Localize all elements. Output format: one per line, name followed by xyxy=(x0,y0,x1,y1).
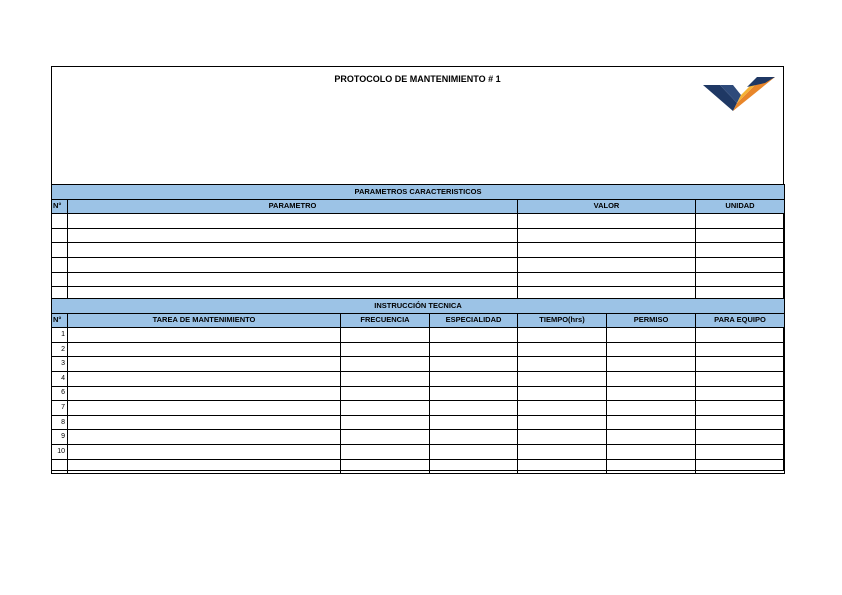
parametro-row xyxy=(52,272,785,287)
tarea-cell[interactable] xyxy=(68,444,341,459)
col-especialidad-header: ESPECIALIDAD xyxy=(430,313,518,328)
permiso-cell[interactable] xyxy=(607,415,696,430)
frecuencia-cell[interactable] xyxy=(341,342,430,357)
row-number-cell: 3 xyxy=(52,357,68,372)
task-row xyxy=(52,357,785,372)
para-equipo-cell[interactable] xyxy=(696,342,785,357)
especialidad-cell[interactable] xyxy=(430,328,518,343)
task-row xyxy=(52,342,785,357)
parametro-row xyxy=(52,243,785,258)
tarea-cell[interactable] xyxy=(68,357,341,372)
especialidad-cell[interactable] xyxy=(430,342,518,357)
col-parametro-header: PARAMETRO xyxy=(68,199,518,214)
number-cell[interactable] xyxy=(52,228,68,243)
task-row xyxy=(52,371,785,386)
number-cell[interactable] xyxy=(52,257,68,272)
valor-cell[interactable] xyxy=(518,243,696,258)
especialidad-cell[interactable] xyxy=(430,459,518,474)
para-equipo-cell[interactable] xyxy=(696,357,785,372)
tarea-cell[interactable] xyxy=(68,401,341,416)
instruccion-tecnica-table xyxy=(51,298,785,474)
col-tiempo-header: TIEMPO(hrs) xyxy=(518,313,607,328)
especialidad-cell[interactable] xyxy=(430,386,518,401)
frecuencia-cell[interactable] xyxy=(341,386,430,401)
frecuencia-cell[interactable] xyxy=(341,401,430,416)
permiso-cell[interactable] xyxy=(607,386,696,401)
tarea-cell[interactable] xyxy=(68,459,341,474)
tarea-cell[interactable] xyxy=(68,415,341,430)
parametros-section-title: PARAMETROS CARACTERISTICOS xyxy=(52,185,785,200)
col-para-equipo-header: PARA EQUIPO xyxy=(696,313,785,328)
tiempo-cell[interactable] xyxy=(518,342,607,357)
row-number-cell: 2 xyxy=(52,342,68,357)
especialidad-cell[interactable] xyxy=(430,415,518,430)
company-logo-icon xyxy=(703,77,775,117)
tarea-cell[interactable] xyxy=(68,386,341,401)
frecuencia-cell[interactable] xyxy=(341,430,430,445)
especialidad-cell[interactable] xyxy=(430,357,518,372)
permiso-cell[interactable] xyxy=(607,342,696,357)
tiempo-cell[interactable] xyxy=(518,459,607,474)
maintenance-protocol-sheet xyxy=(51,66,784,471)
col-unidad-header: UNIDAD xyxy=(696,199,785,214)
para-equipo-cell[interactable] xyxy=(696,444,785,459)
permiso-cell[interactable] xyxy=(607,357,696,372)
instruccion-section-title: INSTRUCCIÓN TECNICA xyxy=(52,299,785,314)
tiempo-cell[interactable] xyxy=(518,444,607,459)
parametro-cell[interactable] xyxy=(68,272,518,287)
valor-cell[interactable] xyxy=(518,257,696,272)
row-number-cell: 10 xyxy=(52,444,68,459)
tarea-cell[interactable] xyxy=(68,371,341,386)
row-number-cell: 1 xyxy=(52,328,68,343)
parametro-cell[interactable] xyxy=(68,243,518,258)
unidad-cell[interactable] xyxy=(696,272,785,287)
unidad-cell[interactable] xyxy=(696,214,785,229)
valor-cell[interactable] xyxy=(518,228,696,243)
frecuencia-cell[interactable] xyxy=(341,371,430,386)
especialidad-cell[interactable] xyxy=(430,430,518,445)
permiso-cell[interactable] xyxy=(607,444,696,459)
valor-cell[interactable] xyxy=(518,214,696,229)
tarea-cell[interactable] xyxy=(68,342,341,357)
task-row xyxy=(52,430,785,445)
especialidad-cell[interactable] xyxy=(430,444,518,459)
especialidad-cell[interactable] xyxy=(430,371,518,386)
para-equipo-cell[interactable] xyxy=(696,371,785,386)
task-row xyxy=(52,459,785,474)
especialidad-cell[interactable] xyxy=(430,401,518,416)
row-number-cell xyxy=(52,459,68,474)
tarea-cell[interactable] xyxy=(68,430,341,445)
col-number-header: N° xyxy=(52,199,68,214)
tiempo-cell[interactable] xyxy=(518,401,607,416)
col-tarea-header: TAREA DE MANTENIMIENTO xyxy=(68,313,341,328)
parametro-cell[interactable] xyxy=(68,228,518,243)
tiempo-cell[interactable] xyxy=(518,415,607,430)
tiempo-cell[interactable] xyxy=(518,386,607,401)
permiso-cell[interactable] xyxy=(607,401,696,416)
para-equipo-cell[interactable] xyxy=(696,328,785,343)
document-title: PROTOCOLO DE MANTENIMIENTO # 1 xyxy=(334,74,501,84)
tiempo-cell[interactable] xyxy=(518,430,607,445)
number-cell[interactable] xyxy=(52,243,68,258)
task-row xyxy=(52,444,785,459)
tarea-cell[interactable] xyxy=(68,328,341,343)
parametro-cell[interactable] xyxy=(68,257,518,272)
col-number-header: N° xyxy=(52,313,68,328)
unidad-cell[interactable] xyxy=(696,228,785,243)
parametro-row xyxy=(52,214,785,229)
frecuencia-cell[interactable] xyxy=(341,459,430,474)
permiso-cell[interactable] xyxy=(607,328,696,343)
unidad-cell[interactable] xyxy=(696,257,785,272)
para-equipo-cell[interactable] xyxy=(696,401,785,416)
row-number-cell: 8 xyxy=(52,415,68,430)
task-row xyxy=(52,328,785,343)
para-equipo-cell[interactable] xyxy=(696,430,785,445)
number-cell[interactable] xyxy=(52,272,68,287)
col-frecuencia-header: FRECUENCIA xyxy=(341,313,430,328)
frecuencia-cell[interactable] xyxy=(341,328,430,343)
permiso-cell[interactable] xyxy=(607,430,696,445)
row-number-cell: 7 xyxy=(52,401,68,416)
col-permiso-header: PERMISO xyxy=(607,313,696,328)
frecuencia-cell[interactable] xyxy=(341,444,430,459)
task-row xyxy=(52,415,785,430)
permiso-cell[interactable] xyxy=(607,371,696,386)
parametro-cell[interactable] xyxy=(68,214,518,229)
para-equipo-cell[interactable] xyxy=(696,459,785,474)
parametros-table xyxy=(51,184,785,302)
row-number-cell: 9 xyxy=(52,430,68,445)
valor-cell[interactable] xyxy=(518,272,696,287)
parametro-row xyxy=(52,257,785,272)
permiso-cell[interactable] xyxy=(607,459,696,474)
para-equipo-cell[interactable] xyxy=(696,415,785,430)
row-number-cell: 4 xyxy=(52,371,68,386)
parametro-row xyxy=(52,228,785,243)
tiempo-cell[interactable] xyxy=(518,371,607,386)
number-cell[interactable] xyxy=(52,214,68,229)
tiempo-cell[interactable] xyxy=(518,357,607,372)
unidad-cell[interactable] xyxy=(696,243,785,258)
task-row xyxy=(52,401,785,416)
col-valor-header: VALOR xyxy=(518,199,696,214)
para-equipo-cell[interactable] xyxy=(696,386,785,401)
frecuencia-cell[interactable] xyxy=(341,357,430,372)
row-number-cell: 6 xyxy=(52,386,68,401)
task-row xyxy=(52,386,785,401)
tiempo-cell[interactable] xyxy=(518,328,607,343)
frecuencia-cell[interactable] xyxy=(341,415,430,430)
